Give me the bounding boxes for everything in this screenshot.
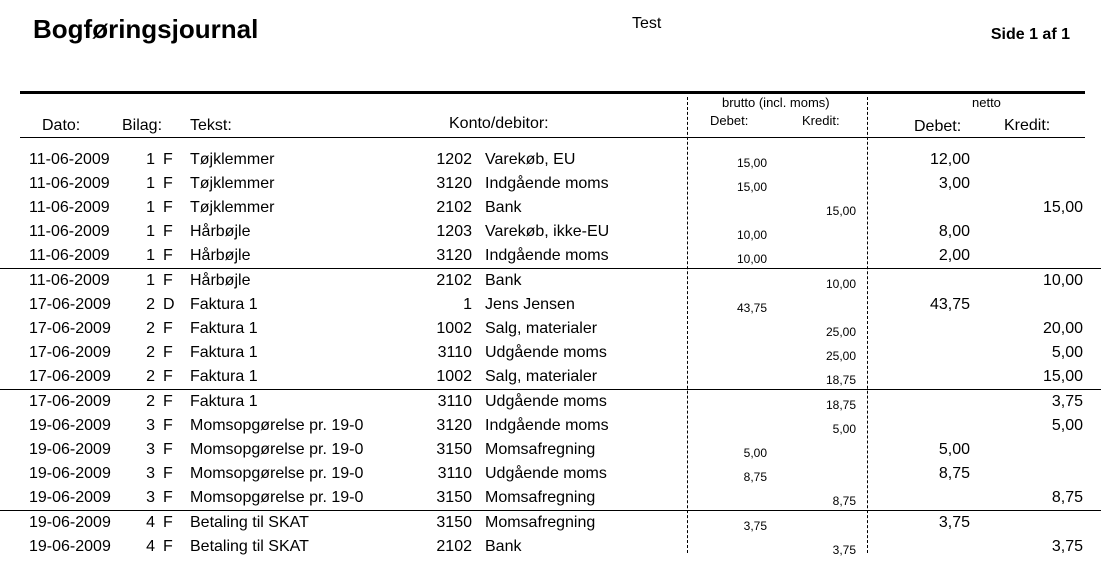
cell-account-name: Jens Jensen	[485, 296, 575, 313]
cell-date: 11-06-2009	[29, 175, 110, 192]
cell-bilag: 3	[146, 417, 155, 434]
cell-account: 1002	[436, 368, 472, 385]
date-header: Dato:	[42, 117, 81, 134]
cell-account: 2102	[436, 272, 472, 289]
cell-netto-debet: 43,75	[929, 296, 970, 313]
cell-date: 11-06-2009	[29, 223, 110, 240]
cell-brutto-kredit: 8,75	[832, 494, 856, 508]
journal-row	[0, 148, 1101, 172]
cell-bilag: 2	[146, 393, 155, 410]
journal-row	[0, 341, 1101, 365]
cell-text: Betaling til SKAT	[190, 514, 309, 531]
cell-account-name: Salg, materialer	[485, 320, 598, 337]
cell-text: Momsopgørelse pr. 19-0	[190, 417, 364, 434]
cell-brutto-debet: 8,75	[743, 470, 767, 484]
brutto-debet-header: Debet:	[710, 113, 749, 128]
cell-text: Tøjklemmer	[190, 175, 275, 192]
cell-bilag: 3	[146, 489, 155, 506]
cell-type: F	[163, 344, 173, 361]
journal-row	[0, 172, 1101, 196]
cell-netto-debet: 3,75	[938, 514, 970, 531]
netto-debet-header: Debet:	[914, 118, 962, 135]
cell-account: 2102	[436, 199, 472, 216]
cell-account-name: Bank	[485, 272, 522, 289]
cell-text: Hårbøjle	[190, 272, 251, 289]
cell-netto-kredit: 5,00	[1051, 344, 1083, 361]
cell-account: 3110	[437, 465, 472, 482]
cell-account-name: Bank	[485, 538, 522, 555]
cell-netto-debet: 2,00	[938, 247, 970, 264]
cell-text: Hårbøjle	[190, 223, 251, 240]
cell-bilag: 1	[146, 175, 155, 192]
cell-text: Faktura 1	[190, 296, 258, 313]
cell-brutto-debet: 10,00	[736, 228, 767, 242]
cell-account: 1002	[436, 320, 472, 337]
cell-netto-debet: 5,00	[938, 441, 970, 458]
cell-account: 3110	[437, 393, 472, 410]
cell-date: 19-06-2009	[29, 514, 111, 531]
cell-netto-debet: 12,00	[929, 151, 970, 168]
cell-bilag: 1	[146, 272, 155, 289]
cell-account: 3120	[436, 175, 472, 192]
brutto-kredit-header: Kredit:	[802, 113, 840, 128]
cell-text: Momsopgørelse pr. 19-0	[190, 441, 364, 458]
cell-netto-debet: 8,75	[938, 465, 970, 482]
journal-row	[0, 196, 1101, 220]
header-rule-top	[20, 91, 1085, 94]
journal-row	[0, 389, 1101, 414]
journal-row	[0, 486, 1101, 510]
page-number: Side 1 af 1	[990, 26, 1070, 43]
journal-row	[0, 268, 1101, 293]
cell-brutto-kredit: 3,75	[832, 543, 856, 557]
text-header: Tekst:	[190, 117, 232, 134]
cell-bilag: 3	[146, 441, 155, 458]
cell-account-name: Momsafregning	[485, 489, 596, 506]
cell-bilag: 1	[146, 151, 155, 168]
cell-date: 11-06-2009	[29, 247, 110, 264]
cell-account-name: Indgående moms	[485, 175, 609, 192]
cell-netto-kredit: 15,00	[1042, 368, 1083, 385]
cell-text: Hårbøjle	[190, 247, 251, 264]
cell-netto-kredit: 8,75	[1051, 489, 1083, 506]
cell-text: Faktura 1	[190, 344, 258, 361]
cell-bilag: 4	[146, 538, 155, 555]
cell-brutto-kredit: 5,00	[832, 422, 856, 436]
cell-brutto-kredit: 25,00	[825, 349, 856, 363]
cell-account-name: Momsafregning	[485, 441, 596, 458]
journal-row	[0, 317, 1101, 341]
journal-row	[0, 244, 1101, 268]
cell-netto-debet: 8,00	[938, 223, 970, 240]
cell-account-name: Indgående moms	[485, 247, 609, 264]
cell-account: 1202	[436, 151, 472, 168]
cell-account-name: Varekøb, EU	[485, 151, 576, 168]
cell-brutto-debet: 10,00	[736, 252, 767, 266]
cell-text: Faktura 1	[190, 320, 258, 337]
cell-date: 17-06-2009	[29, 344, 111, 361]
cell-date: 11-06-2009	[29, 199, 110, 216]
cell-bilag: 3	[146, 465, 155, 482]
cell-brutto-debet: 5,00	[743, 446, 767, 460]
cell-type: F	[163, 223, 173, 240]
cell-netto-kredit: 10,00	[1042, 272, 1083, 289]
cell-account-name: Indgående moms	[485, 417, 609, 434]
journal-row	[0, 438, 1101, 462]
cell-bilag: 2	[146, 368, 155, 385]
cell-bilag: 1	[146, 199, 155, 216]
cell-brutto-debet: 43,75	[736, 301, 767, 315]
cell-type: F	[163, 538, 173, 555]
cell-account-name: Udgående moms	[485, 344, 607, 361]
cell-brutto-kredit: 10,00	[825, 277, 856, 291]
journal-row	[0, 293, 1101, 317]
cell-text: Betaling til SKAT	[190, 538, 309, 555]
report-title: Bogføringsjournal	[33, 14, 259, 44]
journal-row	[0, 510, 1101, 535]
header-rule-bottom	[20, 137, 1085, 138]
cell-type: F	[163, 368, 173, 385]
cell-text: Momsopgørelse pr. 19-0	[190, 489, 364, 506]
cell-type: F	[163, 175, 173, 192]
cell-date: 19-06-2009	[29, 489, 111, 506]
cell-account: 2102	[436, 538, 472, 555]
company-name: Test	[632, 15, 662, 32]
bilag-header: Bilag:	[122, 117, 163, 134]
cell-netto-debet: 3,00	[938, 175, 970, 192]
journal-row	[0, 220, 1101, 244]
netto-group-header: netto	[972, 95, 1001, 110]
cell-bilag: 1	[146, 247, 155, 264]
cell-date: 17-06-2009	[29, 368, 111, 385]
cell-brutto-kredit: 15,00	[825, 204, 856, 218]
cell-type: F	[163, 417, 173, 434]
cell-date: 19-06-2009	[29, 441, 111, 458]
cell-text: Faktura 1	[190, 368, 258, 385]
cell-bilag: 2	[146, 344, 155, 361]
cell-account-name: Udgående moms	[485, 393, 607, 410]
cell-bilag: 4	[146, 514, 155, 531]
cell-account: 3150	[436, 489, 472, 506]
cell-account: 3120	[436, 417, 472, 434]
cell-date: 11-06-2009	[29, 272, 110, 289]
cell-bilag: 2	[146, 296, 155, 313]
cell-account: 3110	[437, 344, 472, 361]
cell-date: 17-06-2009	[29, 296, 111, 313]
cell-netto-kredit: 15,00	[1042, 199, 1083, 216]
cell-text: Tøjklemmer	[190, 199, 275, 216]
cell-date: 11-06-2009	[29, 151, 110, 168]
cell-bilag: 2	[146, 320, 155, 337]
cell-date: 17-06-2009	[29, 393, 111, 410]
cell-account-name: Varekøb, ikke-EU	[485, 223, 610, 240]
cell-account: 1	[463, 296, 472, 313]
cell-brutto-debet: 15,00	[736, 180, 767, 194]
cell-netto-kredit: 5,00	[1051, 417, 1083, 434]
cell-type: F	[163, 393, 173, 410]
cell-type: F	[163, 151, 173, 168]
cell-type: F	[163, 441, 173, 458]
cell-type: D	[163, 296, 175, 313]
cell-text: Momsopgørelse pr. 19-0	[190, 465, 364, 482]
journal-table	[0, 148, 1101, 559]
cell-account-name: Salg, materialer	[485, 368, 598, 385]
cell-account-name: Momsafregning	[485, 514, 596, 531]
cell-text: Tøjklemmer	[190, 151, 275, 168]
journal-row	[0, 462, 1101, 486]
cell-netto-kredit: 3,75	[1051, 393, 1083, 410]
cell-date: 19-06-2009	[29, 465, 111, 482]
cell-type: F	[163, 514, 173, 531]
cell-date: 19-06-2009	[29, 538, 111, 555]
account-header: Konto/debitor:	[449, 115, 549, 132]
cell-brutto-kredit: 25,00	[825, 325, 856, 339]
cell-netto-kredit: 3,75	[1051, 538, 1083, 555]
cell-type: F	[163, 320, 173, 337]
cell-brutto-kredit: 18,75	[825, 373, 856, 387]
cell-brutto-kredit: 18,75	[825, 398, 856, 412]
cell-account-name: Bank	[485, 199, 522, 216]
cell-account: 3120	[436, 247, 472, 264]
cell-brutto-debet: 3,75	[743, 519, 767, 533]
brutto-group-header: brutto (incl. moms)	[722, 95, 830, 110]
journal-row	[0, 365, 1101, 389]
cell-date: 17-06-2009	[29, 320, 111, 337]
cell-date: 19-06-2009	[29, 417, 111, 434]
cell-bilag: 1	[146, 223, 155, 240]
cell-account-name: Udgående moms	[485, 465, 607, 482]
cell-account: 3150	[436, 514, 472, 531]
cell-type: F	[163, 272, 173, 289]
cell-netto-kredit: 20,00	[1042, 320, 1083, 337]
cell-type: F	[163, 199, 173, 216]
journal-row	[0, 535, 1101, 559]
cell-account: 1203	[436, 223, 472, 240]
cell-type: F	[163, 465, 173, 482]
cell-account: 3150	[436, 441, 472, 458]
cell-type: F	[163, 489, 173, 506]
cell-brutto-debet: 15,00	[736, 156, 767, 170]
cell-text: Faktura 1	[190, 393, 258, 410]
journal-row	[0, 414, 1101, 438]
cell-type: F	[163, 247, 173, 264]
netto-kredit-header: Kredit:	[1004, 117, 1051, 134]
